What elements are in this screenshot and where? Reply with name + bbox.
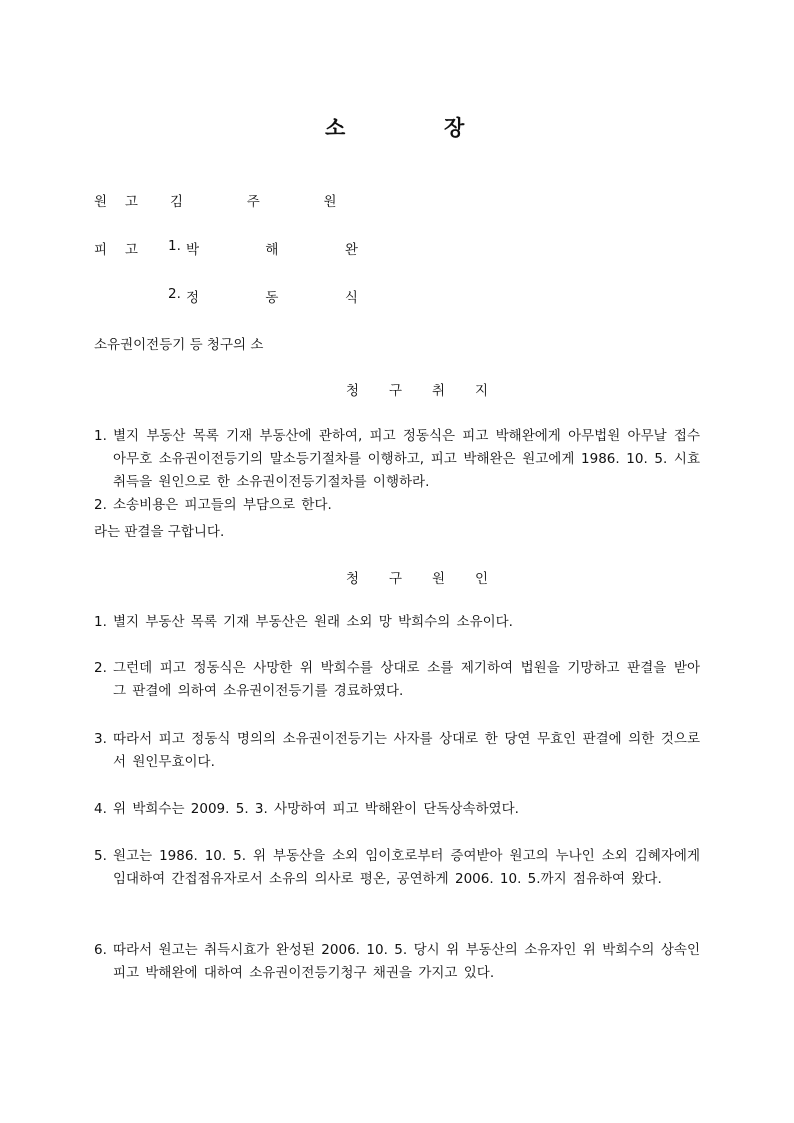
item-number: 1. [94,614,107,630]
plaintiff-label: 원 고 [94,194,145,210]
claim-cause-heading: 청 구 원 인 [346,571,501,587]
case-name: 소유권이전등기 등 청구의 소 [94,337,264,353]
item-text: 소송비용은 피고들의 부담으로 한다. [113,497,332,513]
claim-purpose-item [94,425,700,494]
item-number: 1. [94,428,107,444]
defendant-label: 피 고 [94,242,145,258]
item-number: 2. [94,660,107,676]
item-number: 3. [94,731,107,747]
claim-cause-item [94,939,700,985]
item-text: 원고는 1986. 10. 5. 위 부동산을 소외 임이호로부터 증여받아 원고의 누나인 소외 김혜자에게 임대하여 간접점유자로서 소유의 의사로 평온, 공연하게 2006. 10. 5.까지 점유하여 왔다. [113,848,700,887]
claim-cause-item [94,611,700,634]
defendant-1-name: 박 해 완 [186,242,389,258]
claim-cause-item [94,657,700,703]
claim-purpose-closing: 라는 판결을 구합니다. [94,524,225,540]
defendant-1-num: 1. [168,238,181,254]
defendant-2-name: 정 동 식 [186,290,389,306]
defendant-2-num: 2. [168,286,181,302]
claim-cause-item [94,728,700,774]
plaintiff-name: 김 주 원 [170,194,367,210]
claim-purpose-item [94,494,700,517]
item-text: 따라서 원고는 취득시효가 완성된 2006. 10. 5. 당시 위 부동산의 소유자인 위 박희수의 상속인 피고 박해완에 대하여 소유권이전등기청구 채권을 가지고 있다. [113,942,700,981]
item-text: 별지 부동산 목록 기재 부동산에 관하여, 피고 정동식은 피고 박해완에게 아무법원 아무날 접수 아무호 소유권이전등기의 말소등기절차를 이행하고, 피고 박해완은 원고에게 1986. 10. 5. 시효취득을 원인으로 한 소유권이전등기절차를 이행하라. [113,428,700,490]
item-text: 그런데 피고 정동식은 사망한 위 박희수를 상대로 소를 제기하여 법원을 기망하고 판결을 받아 그 판결에 의하여 소유권이전등기를 경료하였다. [113,660,700,699]
item-text: 별지 부동산 목록 기재 부동산은 원래 소외 망 박희수의 소유이다. [113,614,513,630]
item-text: 따라서 피고 정동식 명의의 소유권이전등기는 사자를 상대로 한 당연 무효인 판결에 의한 것으로서 원인무효이다. [113,731,700,770]
title-right-char: 장 [444,116,465,140]
item-text: 위 박희수는 2009. 5. 3. 사망하여 피고 박해완이 단독상속하였다. [113,801,519,817]
claim-cause-item [94,845,700,891]
title-left-char: 소 [325,116,346,140]
item-number: 6. [94,942,107,958]
claim-cause-item [94,798,700,821]
item-number: 4. [94,801,107,817]
item-number: 5. [94,848,107,864]
claim-purpose-heading: 청 구 취 지 [346,383,501,399]
item-number: 2. [94,497,107,513]
